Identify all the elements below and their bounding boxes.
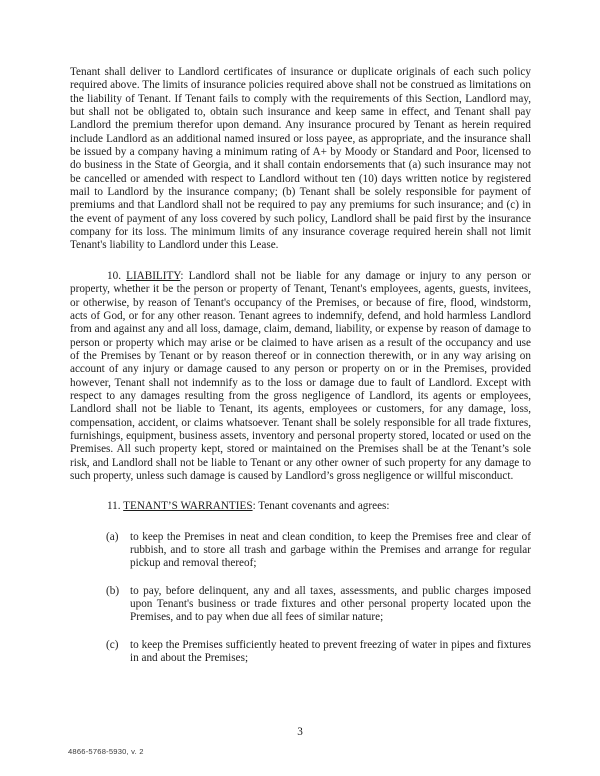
document-id-footer: 4866-5768-5930, v. 2	[68, 747, 144, 756]
list-marker: (c)	[106, 638, 119, 651]
list-item-c	[106, 638, 531, 666]
section-10-liability	[70, 270, 531, 484]
section-heading-liability: LIABILITY	[126, 269, 181, 282]
section-number: 11.	[107, 500, 124, 513]
warranty-list	[106, 530, 531, 666]
list-item-a	[106, 530, 531, 571]
list-item-text: to keep the Premises sufficiently heated to prevent freezing of water in pipes and fixtures in and about the Premises;	[130, 638, 531, 665]
section-body: : Landlord shall not be liable for any damage or injury to any person or property, whether it be the person or property of Tenant, Tenant's employees, agents, guests, invitees, or otherwise, by reason of Tenant's occupancy of the Premises, or because of fire, flood, windstorm, acts of God, or for any other reason. Tenant agrees to indemnify, defend, and hold harmless Landlord from and against any and all loss, damage, claim, demand, liability, or expense by reason of damage to person or property which may arise or be claimed to have arisen as a result of the occupancy and use of the Premises by Tenant or by reason thereof or in connection therewith, or in any way arising on account of any injury or damage caused to any person or property on or in the Premises, provided however, Tenant shall not indemnify as to the loss or damage due to fault of Landlord. Except with respect to any damages resulting from the gross negligence of Landlord, its agents or employees, Landlord shall not be liable to Tenant, its agents, employees or customers, for any damage, loss, compensation, accident, or claims whatsoever. Tenant shall be solely responsible for all trade fixtures, furnishings, equipment, business assets, inventory and personal property stored, located or used on the Premises. All such property kept, stored or maintained on the Premises shall be at the Tenant’s sole risk, and Landlord shall not be liable to Tenant or any other owner of such property for any damage to such property, unless such damage is caused by Landlord’s gross negligence or willful misconduct.	[70, 269, 532, 482]
list-marker: (b)	[106, 584, 120, 597]
list-marker: (a)	[106, 530, 119, 543]
list-item-b	[106, 584, 531, 625]
list-item-text: to pay, before delinquent, any and all taxes, assessments, and public charges imposed upon Tenant's business or trade fixtures and other personal property located upon the Premises, and to pay when due all fees of similar nature;	[130, 584, 531, 624]
list-item-text: to keep the Premises in neat and clean condition, to keep the Premises free and clear of rubbish, and to store all trash and garbage within the Premises and arrange for regular pickup and removal thereof;	[130, 530, 531, 570]
section-11-tenants-warranties	[70, 500, 531, 513]
section-heading-tenants-warranties: TENANT’S WARRANTIES	[123, 500, 253, 513]
section-number: 10.	[107, 269, 127, 282]
document-body	[70, 66, 531, 679]
page-number: 3	[297, 726, 303, 738]
section-body: : Tenant covenants and agrees:	[252, 500, 390, 513]
paragraph-text: Tenant shall deliver to Landlord certificates of insurance or duplicate originals of each such policy required above. The limits of insurance policies required above shall not be construed as limitations on the liability of Tenant. If Tenant fails to comply with the requirements of this Section, Landlord may, but shall not be obligated to, obtain such insurance and keep same in effect, and Tenant shall pay Landlord the premium therefor upon demand. Any insurance procured by Tenant as herein required include Landlord as an additional named insured or loss payee, as appropriate, and the insurance shall be issued by a company having a minimum rating of A+ by Moody or Standard and Poor, licensed to do business in the State of Georgia, and it shall contain endorsements that (a) such insurance may not be cancelled or amended with respect to Landlord without ten (10) days written notice by registered mail to Landlord by the insurance company; (b) Tenant shall be solely responsible for payment of premiums and that Landlord shall not be required to pay any premiums for such insurance; and (c) in the event of payment of any loss covered by such policy, Landlord shall be paid first by the insurance company for its loss. The minimum limits of any insurance coverage required herein shall not limit Tenant's liability to Landlord under this Lease.	[70, 66, 531, 252]
paragraph-insurance-continuation	[70, 66, 531, 253]
